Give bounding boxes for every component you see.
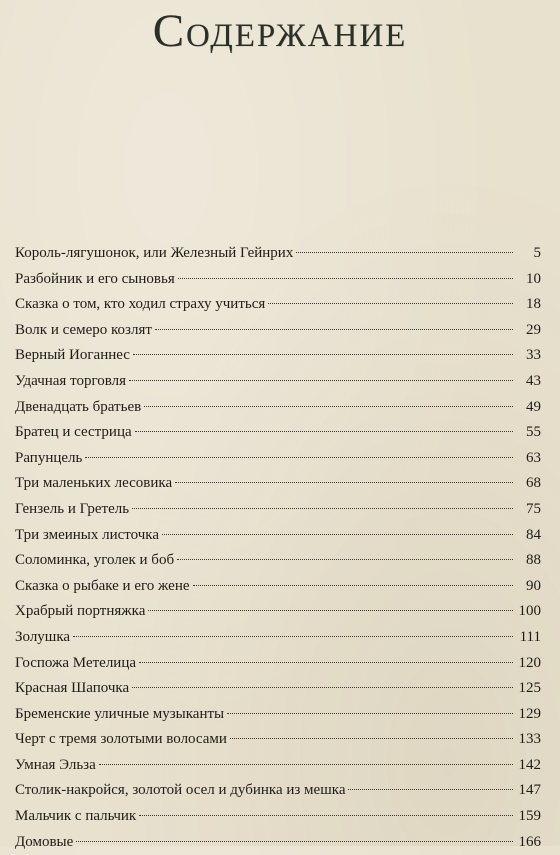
dot-leader: [132, 687, 512, 688]
dot-leader: [148, 610, 512, 611]
toc-entry-page: 63: [526, 449, 541, 466]
dot-leader: [76, 841, 512, 842]
toc-entry[interactable]: [15, 267, 541, 293]
toc-entry-page: 166: [518, 833, 541, 850]
toc-entry-title: Три змеиных листочка: [15, 526, 160, 543]
toc-entry-page: 68: [526, 475, 541, 492]
toc-entry-title: Двенадцать братьев: [15, 398, 142, 415]
toc-entry-title: Золушка: [15, 628, 71, 645]
toc-entry[interactable]: [15, 318, 541, 344]
dot-leader: [73, 636, 513, 637]
toc-entry-title: Король-лягушонок, или Железный Гейнрих: [15, 245, 294, 261]
toc-entry-title: Рапунцель: [15, 449, 83, 466]
toc-entry-title: Гензель и Гретель: [15, 500, 130, 517]
toc-entry[interactable]: [15, 804, 541, 830]
dot-leader: [133, 354, 513, 355]
toc-entry[interactable]: [15, 420, 541, 446]
dot-leader: [193, 585, 513, 586]
toc-entry[interactable]: [15, 574, 541, 600]
dot-leader: [85, 457, 513, 458]
toc-entry-page: 125: [518, 680, 541, 697]
toc-entry-page: 111: [519, 628, 541, 645]
toc-entry[interactable]: [15, 523, 541, 549]
toc-entry[interactable]: [15, 446, 541, 472]
toc-entry-page: 142: [518, 756, 541, 773]
toc-entry[interactable]: [15, 395, 541, 421]
toc-entry-page: 29: [526, 321, 541, 338]
toc-entry-page: 10: [526, 270, 541, 287]
toc-entry-page: 120: [518, 654, 541, 671]
toc-entry-title: Сказка о рыбаке и его жене: [15, 577, 190, 594]
toc-entry-title: Госпожа Метелица: [15, 654, 137, 671]
dot-leader: [268, 303, 513, 304]
toc-entry[interactable]: [15, 548, 541, 574]
dot-leader: [99, 764, 513, 765]
toc-entry-title: Волк и семеро козлят: [15, 321, 152, 338]
toc-entry[interactable]: [15, 753, 541, 779]
toc-entry-title: Умная Эльза: [15, 756, 96, 773]
toc-entry-title: Разбойник и его сыновья: [15, 270, 175, 287]
dot-leader: [348, 789, 512, 790]
toc-entry-page: 90: [526, 577, 541, 594]
dot-leader: [175, 482, 513, 483]
toc-entry-title: Братец и сестрица: [15, 424, 132, 441]
toc-entry[interactable]: [15, 727, 541, 753]
dot-leader: [162, 534, 513, 535]
dot-leader: [144, 406, 513, 407]
toc-entry-page: 159: [518, 808, 541, 825]
dot-leader: [227, 713, 512, 714]
toc-entry-page: 43: [526, 372, 541, 389]
toc-entry-page: 88: [526, 552, 541, 569]
toc-entry[interactable]: [15, 369, 541, 395]
toc-entry[interactable]: [15, 830, 541, 855]
toc-entry-page: 18: [526, 296, 541, 313]
dot-leader: [135, 431, 513, 432]
toc-entry-title: Три маленьких лесовика: [15, 475, 173, 492]
dot-leader: [139, 662, 512, 663]
toc-entry[interactable]: [15, 292, 541, 318]
toc-entry-title: Домовые: [15, 833, 74, 850]
toc-entry[interactable]: [15, 599, 541, 625]
page-title: Содержание: [152, 5, 408, 57]
toc-entry[interactable]: [15, 702, 541, 728]
toc-entry-title: Удачная торговля: [15, 372, 126, 389]
dot-leader: [132, 508, 513, 509]
dot-leader: [129, 380, 513, 381]
toc-entry[interactable]: [15, 471, 541, 497]
toc-entry-page: 49: [526, 398, 541, 415]
toc-entry-title: Храбрый портняжка: [15, 603, 146, 620]
toc-entry-page: 5: [533, 245, 541, 261]
toc-entry-page: 75: [526, 500, 541, 517]
dot-leader: [178, 278, 513, 279]
toc-entry-title: Красная Шапочка: [15, 680, 130, 697]
toc-entry[interactable]: [15, 778, 541, 804]
toc-entry-page: 100: [518, 603, 541, 620]
toc-entry-page: 147: [518, 782, 541, 799]
toc-entry-title: Мальчик с пальчик: [15, 808, 137, 825]
dot-leader: [296, 252, 513, 253]
toc-entry-page: 33: [526, 347, 541, 364]
toc-entry-title: Бременские уличные музыканты: [15, 705, 225, 722]
toc-entry-page: 84: [526, 526, 541, 543]
toc-entry-page: 55: [526, 424, 541, 441]
toc-entry-title: Соломинка, уголек и боб: [15, 552, 175, 569]
toc-entry[interactable]: [15, 625, 541, 651]
toc-entry[interactable]: [15, 497, 541, 523]
dot-leader: [139, 815, 512, 816]
toc-entry[interactable]: [15, 343, 541, 369]
toc-entry-title: Верный Иоганнес: [15, 347, 130, 364]
table-of-contents: [15, 241, 541, 855]
toc-entry[interactable]: [15, 241, 541, 267]
toc-entry[interactable]: [15, 651, 541, 677]
toc-entry[interactable]: [15, 676, 541, 702]
dot-leader: [230, 738, 513, 739]
toc-entry-title: Черт с тремя золотыми волосами: [15, 731, 227, 748]
dot-leader: [177, 559, 513, 560]
toc-entry-title: Столик-накройся, золотой осел и дубинка из мешка: [15, 782, 346, 799]
dot-leader: [155, 329, 513, 330]
toc-entry-page: 133: [518, 731, 541, 748]
toc-entry-title: Сказка о том, кто ходил страху учиться: [15, 296, 266, 313]
toc-entry-page: 129: [518, 705, 541, 722]
